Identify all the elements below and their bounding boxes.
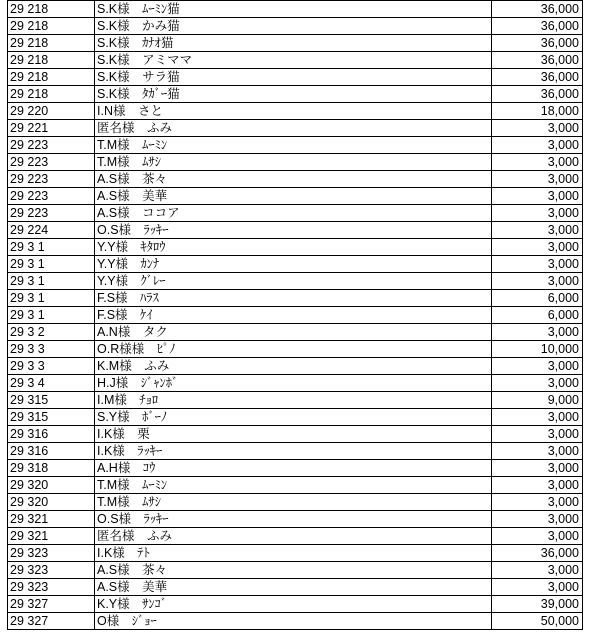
donor-cell[interactable]: K.M様 ふみ xyxy=(95,358,492,375)
table-row xyxy=(8,307,583,324)
donor-cell[interactable]: O.S様 ﾗｯｷｰ xyxy=(95,222,492,239)
donor-cell[interactable]: F.S様 ﾊﾗｽ xyxy=(95,290,492,307)
amount-cell[interactable]: 6,000 xyxy=(492,290,583,307)
date-cell[interactable]: 29 223 xyxy=(8,205,95,222)
donor-cell[interactable]: K.Y様 ｻﾝｺﾞ xyxy=(95,596,492,613)
date-cell[interactable]: 29 223 xyxy=(8,188,95,205)
donor-cell[interactable]: 匿名様 ふみ xyxy=(95,528,492,545)
donation-table-body xyxy=(8,1,583,630)
donor-cell[interactable]: T.M様 ﾑｻｼ xyxy=(95,154,492,171)
amount-cell[interactable]: 3,000 xyxy=(492,137,583,154)
amount-cell[interactable]: 3,000 xyxy=(492,154,583,171)
amount-cell[interactable]: 3,000 xyxy=(492,358,583,375)
donor-cell[interactable]: O.S様 ﾗｯｷｰ xyxy=(95,511,492,528)
date-cell[interactable]: 29 3 1 xyxy=(8,256,95,273)
date-cell[interactable]: 29 3 1 xyxy=(8,307,95,324)
table-row xyxy=(8,239,583,256)
table-row xyxy=(8,256,583,273)
donor-cell[interactable]: A.S様 美華 xyxy=(95,188,492,205)
date-cell[interactable]: 29 218 xyxy=(8,1,95,18)
table-row xyxy=(8,86,583,103)
amount-cell[interactable]: 10,000 xyxy=(492,341,583,358)
date-cell[interactable]: 29 3 2 xyxy=(8,324,95,341)
amount-cell[interactable]: 3,000 xyxy=(492,120,583,137)
donor-cell[interactable]: A.H様 ｺｳ xyxy=(95,460,492,477)
donor-cell[interactable]: 匿名様 ふみ xyxy=(95,120,492,137)
amount-cell[interactable]: 36,000 xyxy=(492,1,583,18)
amount-cell[interactable]: 3,000 xyxy=(492,375,583,392)
date-cell[interactable]: 29 220 xyxy=(8,103,95,120)
date-cell[interactable]: 29 221 xyxy=(8,120,95,137)
table-row xyxy=(8,188,583,205)
table-row xyxy=(8,324,583,341)
date-cell[interactable]: 29 318 xyxy=(8,460,95,477)
table-row xyxy=(8,120,583,137)
amount-cell[interactable]: 36,000 xyxy=(492,35,583,52)
date-cell[interactable]: 29 315 xyxy=(8,392,95,409)
table-row xyxy=(8,358,583,375)
date-cell[interactable]: 29 323 xyxy=(8,562,95,579)
donor-cell[interactable]: A.S様 美華 xyxy=(95,579,492,596)
amount-cell[interactable]: 3,000 xyxy=(492,205,583,222)
amount-cell[interactable]: 3,000 xyxy=(492,256,583,273)
amount-cell[interactable]: 36,000 xyxy=(492,86,583,103)
table-row xyxy=(8,494,583,511)
date-cell[interactable]: 29 323 xyxy=(8,579,95,596)
donor-cell[interactable]: T.M様 ﾑｻｼ xyxy=(95,494,492,511)
amount-cell[interactable]: 3,000 xyxy=(492,460,583,477)
donor-cell[interactable]: T.M様 ﾑｰﾐﾝ xyxy=(95,477,492,494)
date-cell[interactable]: 29 3 4 xyxy=(8,375,95,392)
table-row xyxy=(8,35,583,52)
date-cell[interactable]: 29 224 xyxy=(8,222,95,239)
amount-cell[interactable]: 6,000 xyxy=(492,307,583,324)
donor-cell[interactable]: Y.Y様 ｶﾝﾅ xyxy=(95,256,492,273)
table-row xyxy=(8,460,583,477)
amount-cell[interactable]: 3,000 xyxy=(492,324,583,341)
table-row xyxy=(8,154,583,171)
table-row xyxy=(8,222,583,239)
amount-cell[interactable]: 3,000 xyxy=(492,239,583,256)
date-cell[interactable]: 29 327 xyxy=(8,596,95,613)
donor-cell[interactable]: O.R様様 ﾋﾟﾉ xyxy=(95,341,492,358)
amount-cell[interactable]: 3,000 xyxy=(492,188,583,205)
date-cell[interactable]: 29 321 xyxy=(8,528,95,545)
donor-cell[interactable]: A.S様 茶々 xyxy=(95,562,492,579)
date-cell[interactable]: 29 223 xyxy=(8,137,95,154)
table-row xyxy=(8,596,583,613)
donor-cell[interactable]: I.M様 ﾁｮﾛ xyxy=(95,392,492,409)
donor-cell[interactable]: T.M様 ﾑｰﾐﾝ xyxy=(95,137,492,154)
date-cell[interactable]: 29 3 1 xyxy=(8,239,95,256)
table-row xyxy=(8,18,583,35)
amount-cell[interactable]: 3,000 xyxy=(492,494,583,511)
amount-cell[interactable]: 3,000 xyxy=(492,171,583,188)
table-row xyxy=(8,409,583,426)
table-row xyxy=(8,562,583,579)
table-row xyxy=(8,477,583,494)
table-row xyxy=(8,392,583,409)
table-row xyxy=(8,341,583,358)
amount-cell[interactable]: 3,000 xyxy=(492,222,583,239)
amount-cell[interactable]: 3,000 xyxy=(492,273,583,290)
donor-cell[interactable]: I.K様 ﾗｯｷｰ xyxy=(95,443,492,460)
amount-cell[interactable]: 3,000 xyxy=(492,426,583,443)
table-row xyxy=(8,103,583,120)
donor-cell[interactable]: S.K様 ｶﾅｵ猫 xyxy=(95,35,492,52)
amount-cell[interactable]: 3,000 xyxy=(492,443,583,460)
amount-cell[interactable]: 50,000 xyxy=(492,613,583,630)
donor-cell[interactable]: I.K様 栗 xyxy=(95,426,492,443)
date-cell[interactable]: 29 327 xyxy=(8,613,95,630)
date-cell[interactable]: 29 321 xyxy=(8,511,95,528)
date-cell[interactable]: 29 3 3 xyxy=(8,358,95,375)
donor-cell[interactable]: S.Y様 ﾎﾞｰﾉ xyxy=(95,409,492,426)
date-cell[interactable]: 29 218 xyxy=(8,69,95,86)
date-cell[interactable]: 29 218 xyxy=(8,52,95,69)
donor-cell[interactable]: S.K様 かみ猫 xyxy=(95,18,492,35)
date-cell[interactable]: 29 3 1 xyxy=(8,290,95,307)
donor-cell[interactable]: A.S様 茶々 xyxy=(95,171,492,188)
amount-cell[interactable]: 39,000 xyxy=(492,596,583,613)
table-row xyxy=(8,545,583,562)
table-row xyxy=(8,375,583,392)
donor-cell[interactable]: A.N様 タク xyxy=(95,324,492,341)
table-row xyxy=(8,52,583,69)
date-cell[interactable]: 29 223 xyxy=(8,171,95,188)
donor-cell[interactable]: I.N様 さと xyxy=(95,103,492,120)
date-cell[interactable]: 29 315 xyxy=(8,409,95,426)
amount-cell[interactable]: 3,000 xyxy=(492,579,583,596)
table-row xyxy=(8,171,583,188)
donor-cell[interactable]: Y.Y様 ｷﾀﾛｳ xyxy=(95,239,492,256)
donor-cell[interactable]: H.J様 ｼﾞｬﾝﾎﾞ xyxy=(95,375,492,392)
amount-cell[interactable]: 36,000 xyxy=(492,545,583,562)
table-row xyxy=(8,205,583,222)
donor-cell[interactable]: F.S様 ｹｲ xyxy=(95,307,492,324)
date-cell[interactable]: 29 3 3 xyxy=(8,341,95,358)
table-row xyxy=(8,443,583,460)
table-row xyxy=(8,613,583,630)
amount-cell[interactable]: 9,000 xyxy=(492,392,583,409)
donor-cell[interactable]: S.K様 アミママ xyxy=(95,52,492,69)
date-cell[interactable]: 29 3 1 xyxy=(8,273,95,290)
date-cell[interactable]: 29 320 xyxy=(8,494,95,511)
amount-cell[interactable]: 3,000 xyxy=(492,511,583,528)
table-row xyxy=(8,579,583,596)
amount-cell[interactable]: 3,000 xyxy=(492,477,583,494)
donor-cell[interactable]: O様 ｼﾞｮｰ xyxy=(95,613,492,630)
date-cell[interactable]: 29 223 xyxy=(8,154,95,171)
donor-cell[interactable]: S.K様 ﾑｰﾐﾝ猫 xyxy=(95,1,492,18)
date-cell[interactable]: 29 316 xyxy=(8,443,95,460)
donor-cell[interactable]: A.S様 ココア xyxy=(95,205,492,222)
donor-cell[interactable]: S.K様 ﾀｶﾞｰ猫 xyxy=(95,86,492,103)
amount-cell[interactable]: 3,000 xyxy=(492,409,583,426)
table-row xyxy=(8,69,583,86)
donation-table xyxy=(7,0,583,630)
date-cell[interactable]: 29 320 xyxy=(8,477,95,494)
amount-cell[interactable]: 3,000 xyxy=(492,562,583,579)
table-row xyxy=(8,528,583,545)
amount-cell[interactable]: 36,000 xyxy=(492,69,583,86)
table-row xyxy=(8,273,583,290)
date-cell[interactable]: 29 316 xyxy=(8,426,95,443)
donor-cell[interactable]: I.K様 ﾃﾄ xyxy=(95,545,492,562)
amount-cell[interactable]: 3,000 xyxy=(492,528,583,545)
amount-cell[interactable]: 36,000 xyxy=(492,52,583,69)
donor-cell[interactable]: Y.Y様 ｸﾞﾚｰ xyxy=(95,273,492,290)
date-cell[interactable]: 29 218 xyxy=(8,35,95,52)
amount-cell[interactable]: 18,000 xyxy=(492,103,583,120)
amount-cell[interactable]: 36,000 xyxy=(492,18,583,35)
date-cell[interactable]: 29 323 xyxy=(8,545,95,562)
table-row xyxy=(8,290,583,307)
donor-cell[interactable]: S.K様 サラ猫 xyxy=(95,69,492,86)
date-cell[interactable]: 29 218 xyxy=(8,18,95,35)
table-row xyxy=(8,511,583,528)
table-row xyxy=(8,137,583,154)
table-row xyxy=(8,1,583,18)
date-cell[interactable]: 29 218 xyxy=(8,86,95,103)
table-row xyxy=(8,426,583,443)
